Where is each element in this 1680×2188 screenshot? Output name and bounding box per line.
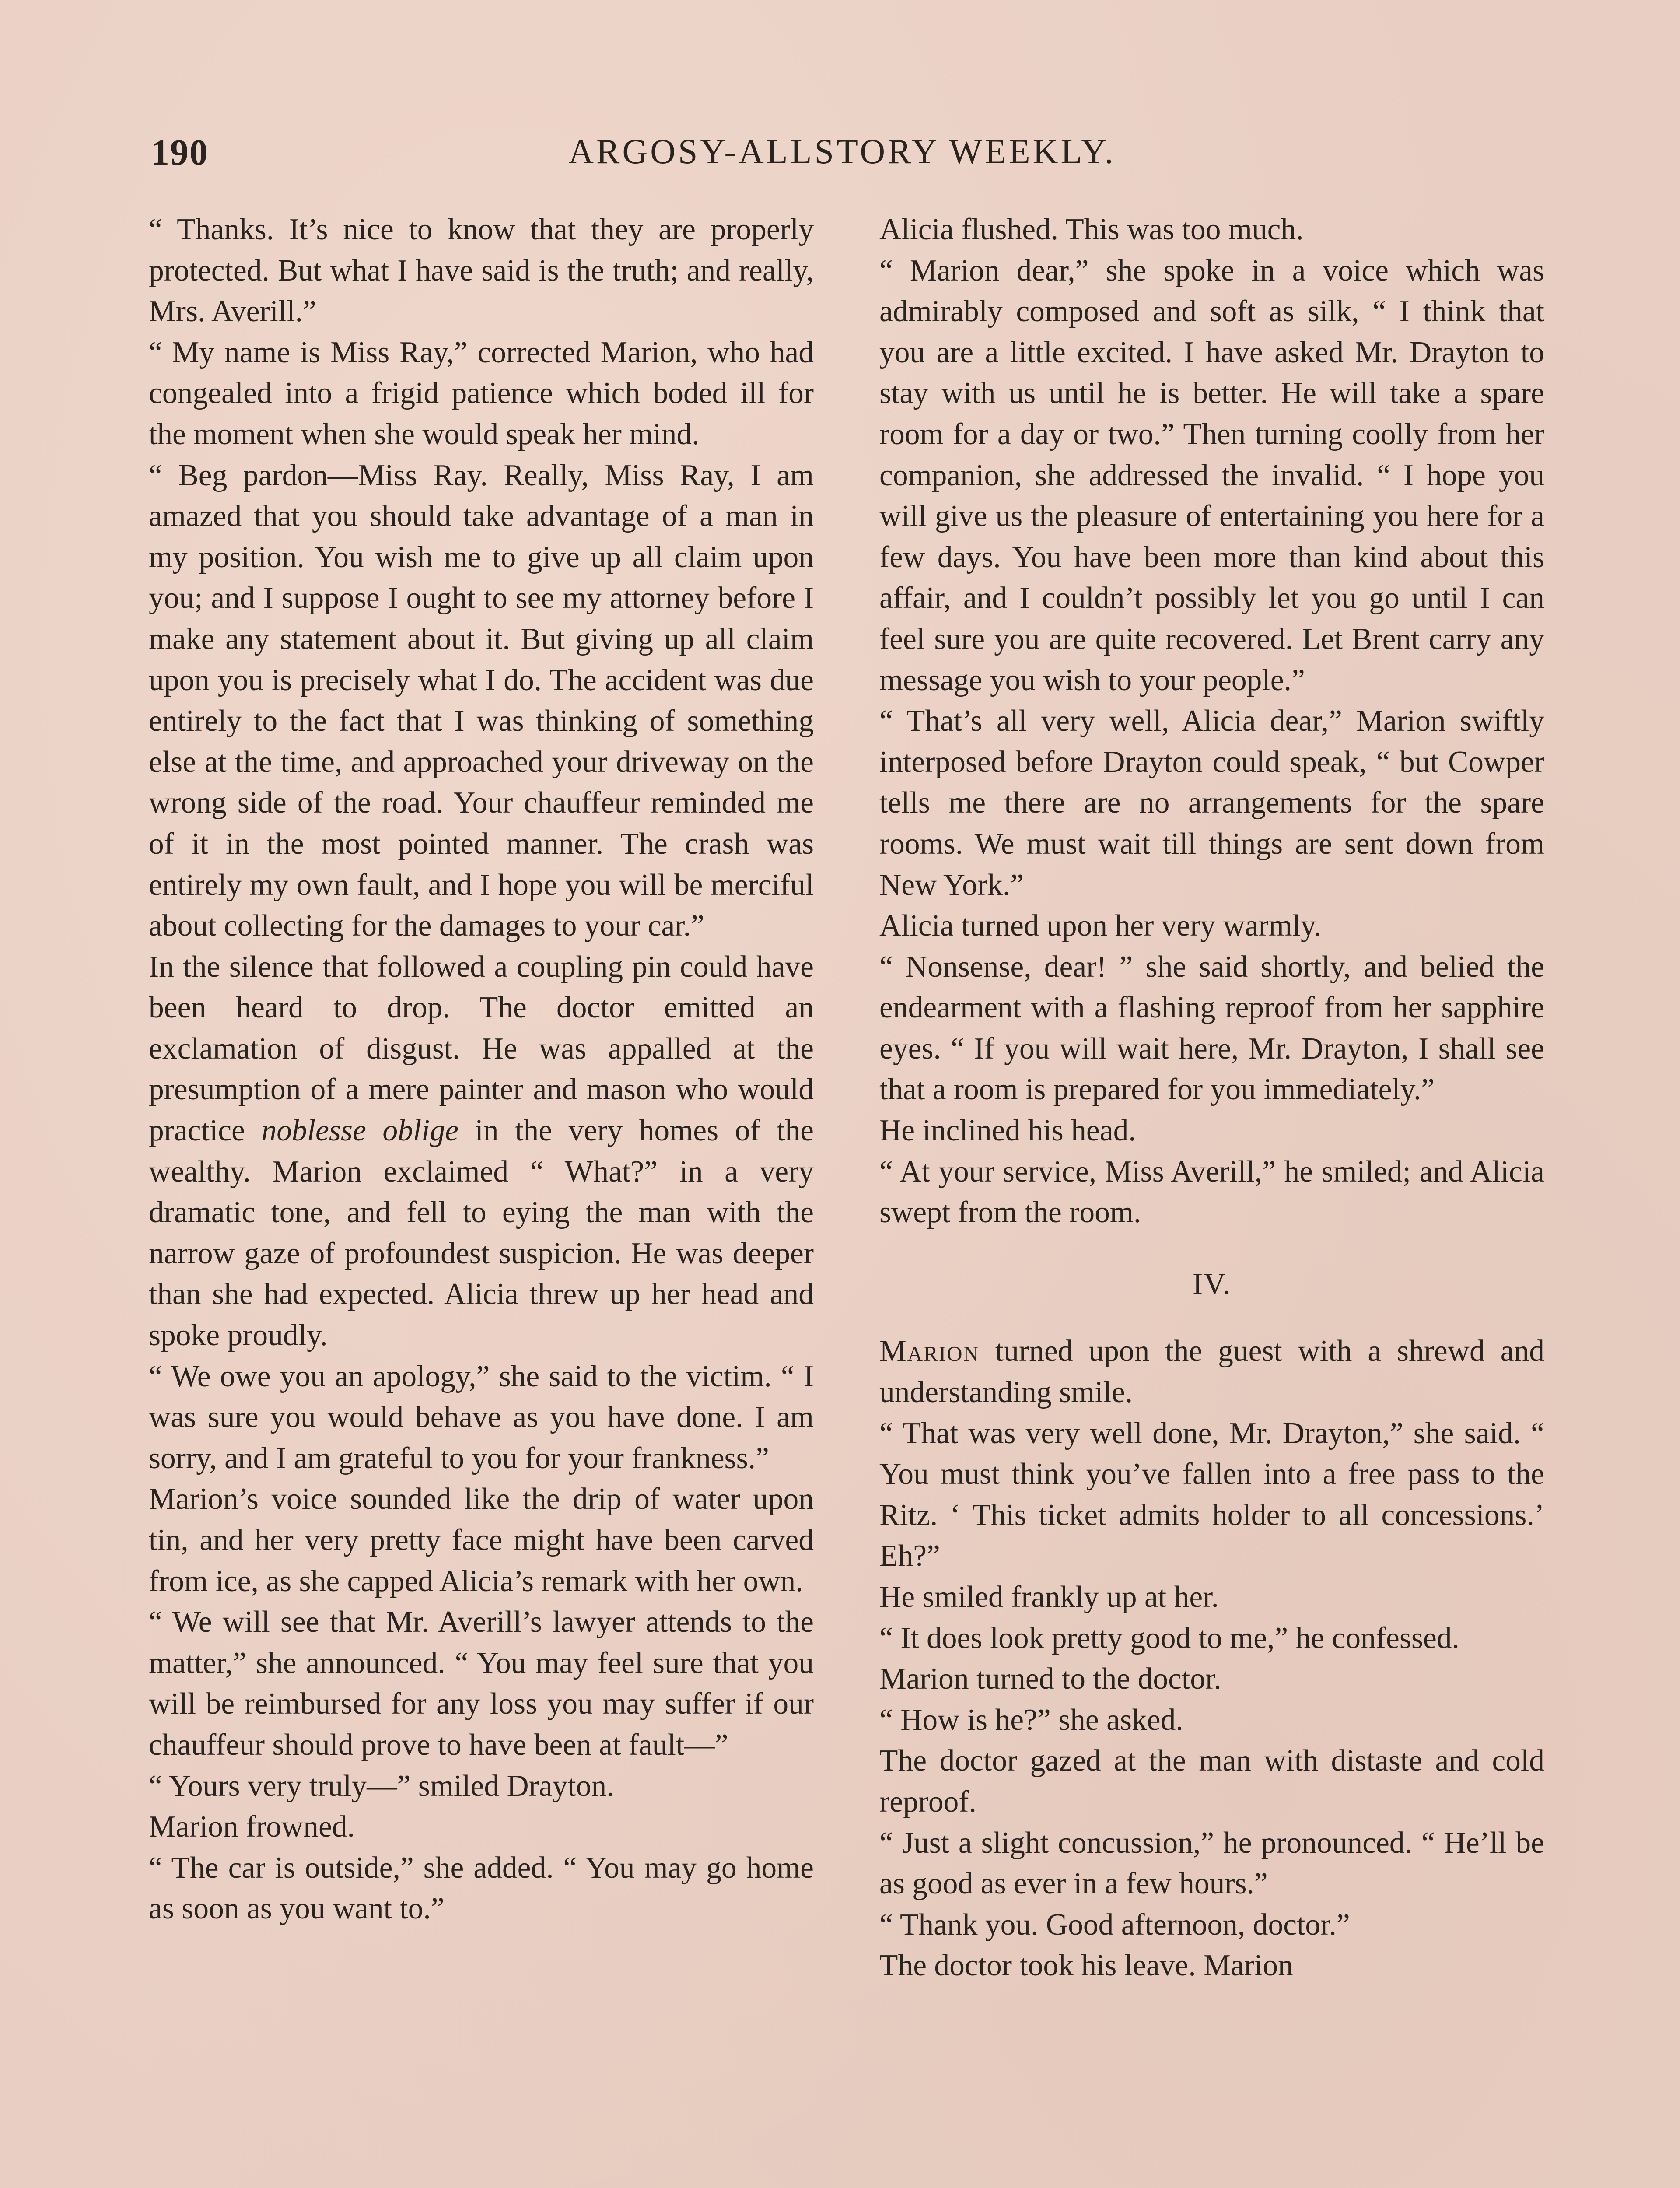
paragraph: “ My name is Miss Ray,” corrected Marion, who had congealed into a frigid patience which boded ill for the moment when she would speak her mind. (149, 335, 814, 451)
paragraph: He smiled frankly up at her. (879, 1580, 1219, 1614)
paragraph: “ Yours very truly—” smiled Drayton. (149, 1769, 614, 1803)
paragraph: The doctor took his leave. Marion (879, 1949, 1293, 1983)
text-run: turned upon the guest with a shrewd and understanding smile. (879, 1334, 1544, 1410)
paragraph: “ Thanks. It’s nice to know that they are properly protected. But what I have said is the truth; and really, Mrs. Averill.” (149, 213, 814, 329)
paragraph: “ Marion dear,” she spoke in a voice which was admirably composed and soft as silk, “ I think that you are a little excited. I have asked Mr. Drayton to stay with us until he is better. He will take a spare room for a day or two.” Then turning coolly from her companion, she addressed the invalid. “ I hope you will give us the pleasure of entertaining you here for a few days. You have been more than kind about this affair, and I couldn’t possibly let you go until I can feel sure you are quite recovered. Let Brent carry any message you wish to your people.” (879, 253, 1544, 697)
paragraph: “ Thank you. Good afternoon, doctor.” (879, 1907, 1350, 1942)
paragraph: “ Nonsense, dear! ” she said shortly, and belied the endearment with a flashing reproof from her sapphire eyes. “ If you will wait here, Mr. Drayton, I shall see that a room is prepared for you immediately.” (879, 950, 1544, 1107)
italic-phrase: noblesse oblige (261, 1114, 459, 1148)
paragraph: “ At your service, Miss Averill,” he smiled; and Alicia swept from the room. (879, 1154, 1544, 1230)
paragraph: Marion frowned. (149, 1810, 355, 1844)
paragraph: “ It does look pretty good to me,” he confessed. (879, 1621, 1460, 1655)
section-number: IV. (1192, 1267, 1232, 1301)
paragraph: “ Beg pardon—Miss Ray. Really, Miss Ray, I am amazed that you should take advantage of a man in my position. You wish me to give up all claim upon you; and I suppose I ought to see my attorney before I make any statement about it. But giving up all claim upon you is precisely what I do. The accident was due entirely to the fact that I was thinking of something else at the time, and approached your driveway on the wrong side of the road. Your chauffeur reminded me of it in the most pointed manner. The crash was entirely my own fault, and I hope you will be merciful about collecting for the damages to your car.” (149, 458, 814, 943)
paragraph: “ How is he?” she asked. (879, 1703, 1183, 1737)
paragraph: “ We owe you an apology,” she said to the victim. “ I was sure you would behave as you have done. I am sorry, and I am grateful to you for your frankness.” (149, 1359, 814, 1475)
paragraph: Alicia flushed. This was too much. (879, 213, 1304, 246)
paragraph: Marion’s voice sounded like the drip of water upon tin, and her very pretty face might have been carved from ice, as she capped Alicia’s remark with her own. (149, 1482, 814, 1598)
page-number: 190 (151, 132, 209, 173)
right-column (879, 209, 1544, 1986)
magazine-title: ARGOSY-ALLSTORY WEEKLY. (568, 133, 1116, 171)
text-run: In the silence that followed a coupling pin could have been heard to drop. The doctor emitted an exclamation of disgust. He was appalled at the presumption of a mere painter and mason who would practice (149, 950, 814, 1148)
small-caps-lead: Marion (879, 1334, 980, 1368)
paragraph: He inclined his head. (879, 1114, 1136, 1148)
paragraph: Marion turned to the doctor. (879, 1662, 1222, 1696)
paragraph: Alicia turned upon her very warmly. (879, 909, 1322, 943)
text-run: in the very homes of the wealthy. Marion exclaimed “ What?” in a very dramatic tone, and fell to eying the man with the narrow gaze of profoundest suspicion. He was deeper than she had expected. Alicia threw up her head and spoke proudly. (149, 1114, 814, 1353)
paragraph: The doctor gazed at the man with distaste and cold reproof. (879, 1744, 1544, 1819)
paragraph (149, 947, 814, 1356)
paragraph: “ The car is outside,” she added. “ You may go home as soon as you want to.” (149, 1851, 814, 1926)
paragraph (879, 1331, 1544, 1413)
left-column (149, 209, 814, 1929)
paragraph: “ Just a slight concussion,” he pronounced. “ He’ll be as good as ever in a few hours.” (879, 1826, 1544, 1901)
paragraph: “ That was very well done, Mr. Drayton,” she said. “ You must think you’ve fallen into a free pass to the Ritz. ‘ This ticket admits holder to all concessions.’ Eh?” (879, 1416, 1544, 1573)
running-head (151, 131, 1533, 179)
paragraph: “ That’s all very well, Alicia dear,” Marion swiftly interposed before Drayton could speak, “ but Cowper tells me there are no arrangements for the spare rooms. We must wait till things are sent down from New York.” (879, 704, 1544, 902)
paragraph: “ We will see that Mr. Averill’s lawyer attends to the matter,” she announced. “ You may feel sure that you will be reimbursed for any loss you may suffer if our chauffeur should prove to have been at fault—” (149, 1605, 814, 1762)
